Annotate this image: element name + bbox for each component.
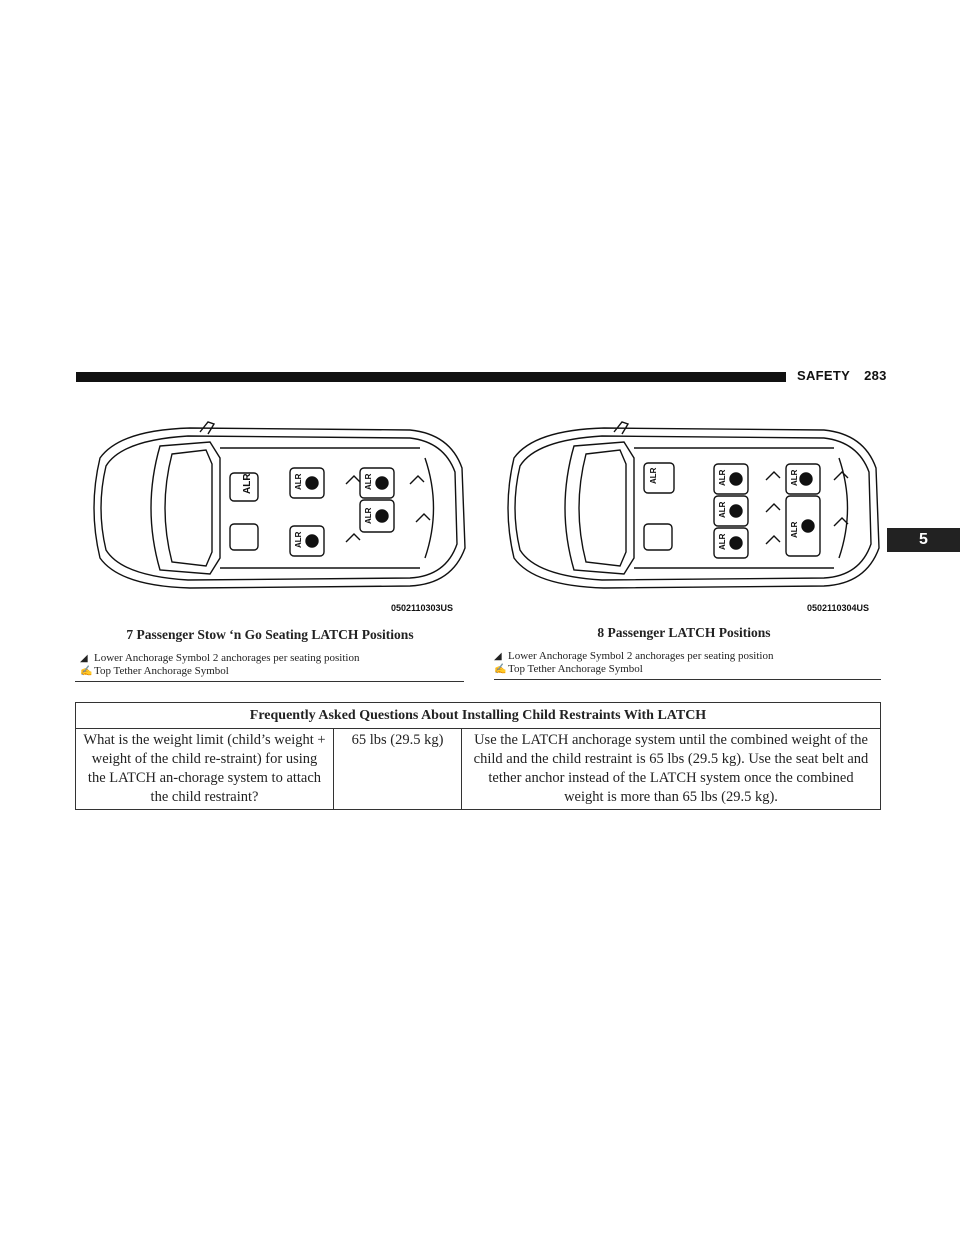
seat-label: ALR <box>649 467 658 484</box>
faq-question: What is the weight limit (child’s weight + weight of the child re-straint) for using the LATCH an-chorage system to attach the child restraint? <box>76 729 334 810</box>
faq-answer: Use the LATCH anchorage system until the combined weight of the child and the child restraint is 65 lbs (29.5 kg). Use the seat belt and tether anchor instead of the LATCH system once the combined weight is more than 65 lbs (29.5 kg). <box>462 729 881 810</box>
section-title: SAFETY <box>797 368 851 383</box>
legend-rule <box>75 681 464 682</box>
table-header-row <box>76 703 881 729</box>
seat-label: ALR <box>718 469 727 486</box>
figure-code: 0502110303US <box>391 603 454 613</box>
figure-caption: 8 Passenger LATCH Positions <box>597 625 771 640</box>
figure-caption: 7 Passenger Stow ‘n Go Seating LATCH Positions <box>126 627 414 642</box>
seat-label: ALR <box>718 501 727 518</box>
header-rule <box>76 372 786 382</box>
faq-table <box>75 702 881 810</box>
lower-anchorage-icon: ◢ <box>494 651 502 662</box>
figure-legend <box>494 650 773 676</box>
legend-rule <box>494 679 881 680</box>
table-row <box>76 729 881 810</box>
legend-top-text: Top Tether Anchorage Symbol <box>508 663 643 675</box>
page-number: 283 <box>864 368 887 383</box>
faq-limit: 65 lbs (29.5 kg) <box>334 729 462 810</box>
seat-label: ALR <box>790 469 799 486</box>
figure-code: 0502110304US <box>807 603 870 613</box>
running-header <box>797 368 887 383</box>
lower-anchorage-icon: ◢ <box>80 653 88 664</box>
seat-label: ALR <box>718 533 727 550</box>
top-tether-icon: ✍ <box>80 666 93 677</box>
seat-label: ALR <box>242 473 253 494</box>
seat-label: ALR <box>364 473 373 490</box>
seat-label: ALR <box>294 531 303 548</box>
legend-top-text: Top Tether Anchorage Symbol <box>94 665 229 677</box>
figure-8-passenger-diagram <box>494 418 884 598</box>
legend-lower-text: Lower Anchorage Symbol 2 anchorages per seating position <box>508 650 774 662</box>
chapter-tab: 5 <box>887 528 960 552</box>
seat-label: ALR <box>294 473 303 490</box>
seat-label: ALR <box>364 507 373 524</box>
seat-label: ALR <box>790 521 799 538</box>
figure-legend <box>80 652 359 678</box>
legend-lower-text: Lower Anchorage Symbol 2 anchorages per seating position <box>94 652 360 664</box>
faq-table-title: Frequently Asked Questions About Installing Child Restraints With LATCH <box>76 703 881 729</box>
figure-7-passenger-diagram <box>80 418 470 598</box>
top-tether-icon: ✍ <box>494 664 507 675</box>
